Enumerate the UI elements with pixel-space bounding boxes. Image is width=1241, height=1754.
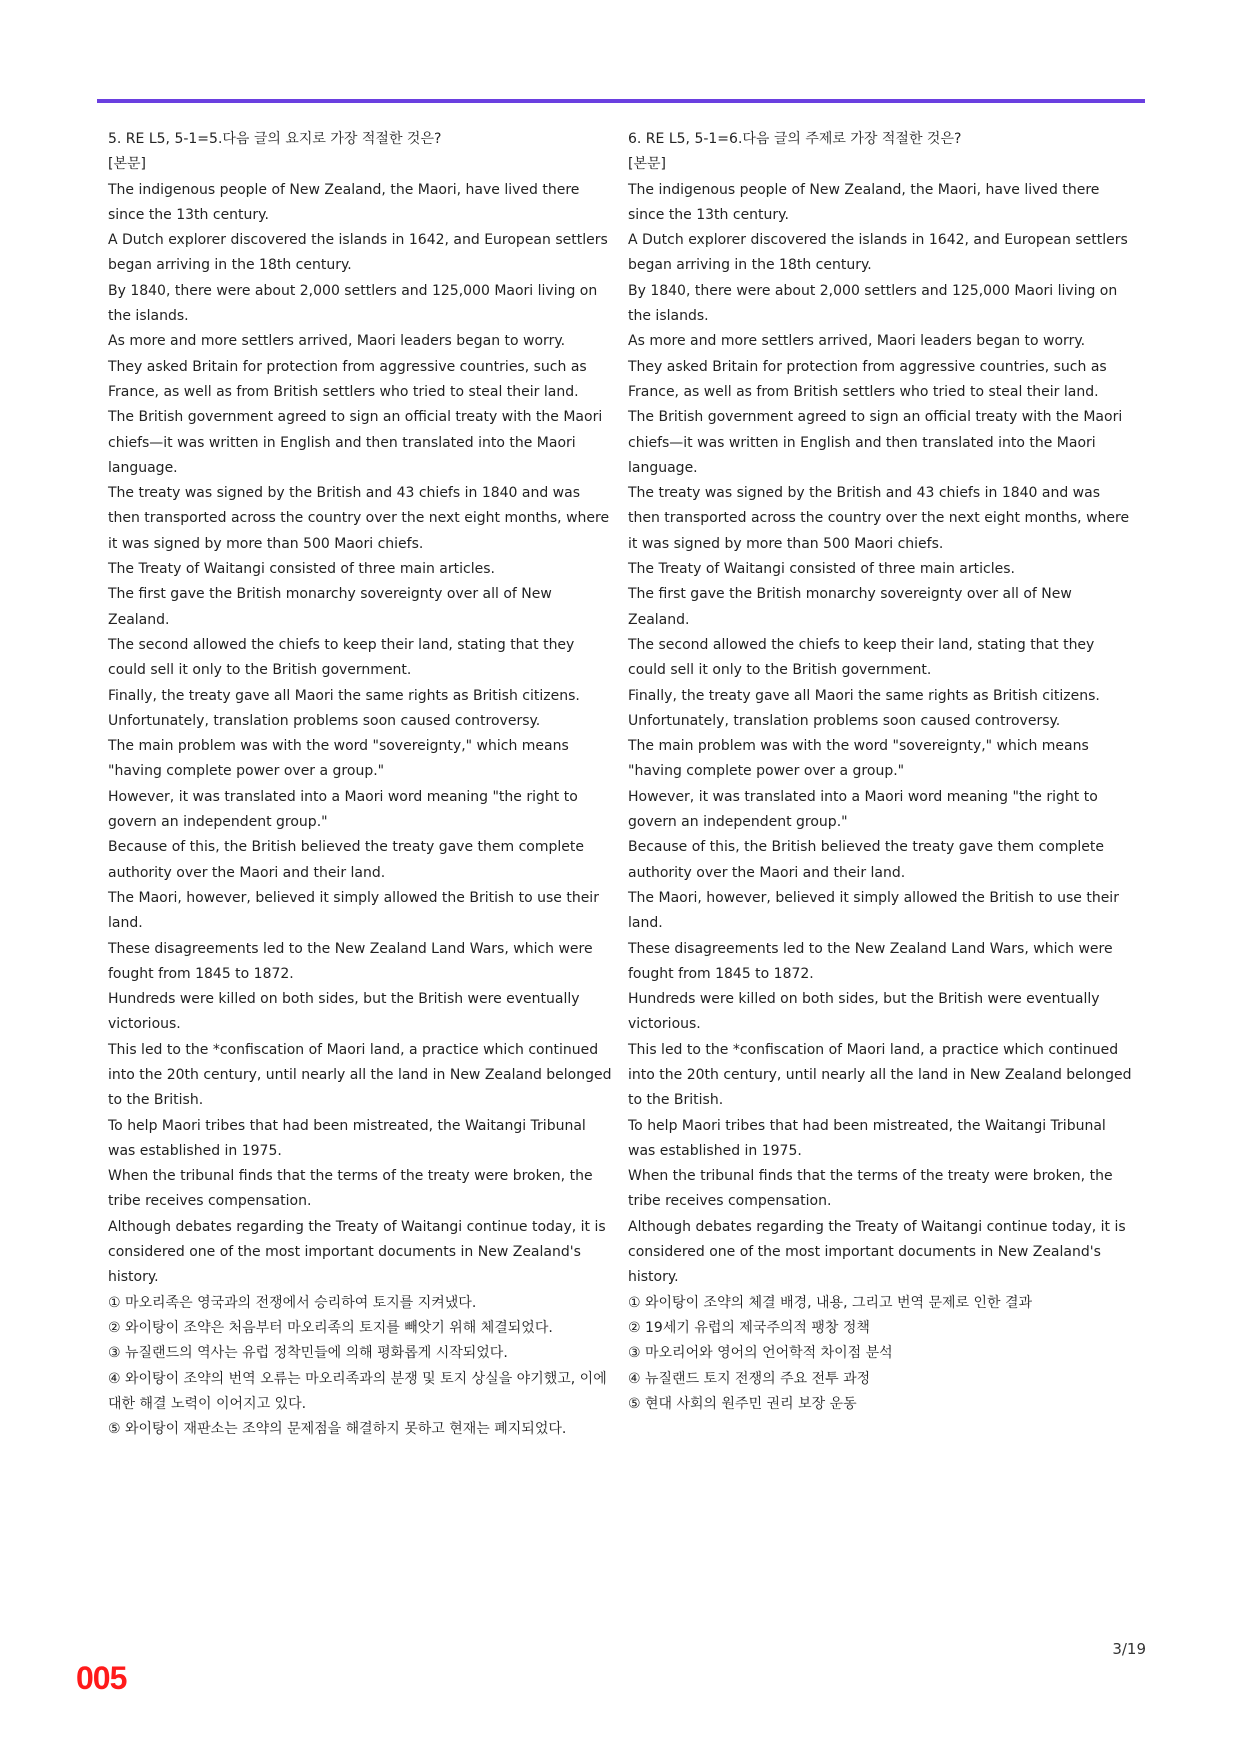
answer-option: ⑤ 와이탕이 재판소는 조약의 문제점을 해결하지 못하고 현재는 폐지되었다.: [108, 1421, 567, 1438]
passage-label: [본문]: [108, 156, 146, 173]
answer-option: ③ 뉴질랜드의 역사는 유럽 정착민들에 의해 평화롭게 시작되었다.: [108, 1345, 508, 1362]
passage-sentence: This led to the *confiscation of Maori land, a practice which continued into the 20th century, until nearly all the land in New Zealand belonged to the British.: [108, 1041, 612, 1109]
passage-sentence: These disagreements led to the New Zealand Land Wars, which were fought from 1845 to 1872.: [628, 940, 1113, 982]
page-number: 3/19: [1112, 1640, 1146, 1658]
passage-sentence: By 1840, there were about 2,000 settlers and 125,000 Maori living on the islands.: [108, 282, 598, 325]
answer-options: [628, 1291, 1133, 1417]
passage-sentence: The Maori, however, believed it simply allowed the British to use their land.: [108, 889, 599, 932]
answer-option: ② 와이탕이 조약은 처음부터 마오리족의 토지를 빼앗기 위해 체결되었다.: [108, 1319, 553, 1336]
answer-option: ④ 와이탕이 조약의 번역 오류는 마오리족과의 분쟁 및 토지 상실을 야기했고, 이에 대한 해결 노력이 이어지고 있다.: [108, 1370, 607, 1412]
answer-options: [108, 1291, 613, 1443]
passage-sentence: As more and more settlers arrived, Maori leaders began to worry.: [108, 333, 566, 350]
passage-sentence: Because of this, the British believed the treaty gave them complete authority over the Maori and their land.: [628, 839, 1104, 881]
passage-sentence: When the tribunal finds that the terms of the treaty were broken, the tribe receives compensation.: [108, 1168, 593, 1210]
question-header: 6. RE L5, 5-1=6.다음 글의 주제로 가장 적절한 것은?: [628, 131, 962, 147]
question-5-column: [108, 127, 613, 1442]
passage-sentence: The second allowed the chiefs to keep their land, stating that they could sell it only to the British government.: [628, 636, 1095, 679]
passage-sentence: Unfortunately, translation problems soon caused controversy.: [628, 712, 1061, 729]
passage-sentence: The first gave the British monarchy sovereignty over all of New Zealand.: [628, 586, 1072, 628]
answer-option: ⑤ 현대 사회의 원주민 권리 보장 운동: [628, 1395, 857, 1412]
passage-sentence: However, it was translated into a Maori word meaning "the right to govern an independent group.": [108, 788, 578, 831]
passage-sentence: A Dutch explorer discovered the islands in 1642, and European settlers began arriving in the 18th century.: [628, 232, 1128, 274]
passage-sentence: The main problem was with the word "sovereignty," which means "having complete power over a group.": [628, 738, 1089, 780]
brand-logo: 005: [76, 1660, 127, 1696]
passage-sentence: The indigenous people of New Zealand, the Maori, have lived there since the 13th century.: [108, 181, 580, 223]
question-header: 5. RE L5, 5-1=5.다음 글의 요지로 가장 적절한 것은?: [108, 131, 442, 147]
passage-sentence: The first gave the British monarchy sovereignty over all of New Zealand.: [108, 586, 552, 628]
answer-option: ① 와이탕이 조약의 체결 배경, 내용, 그리고 번역 문제로 인한 결과: [628, 1294, 1033, 1311]
passage-sentence: However, it was translated into a Maori word meaning "the right to govern an independent group.": [628, 788, 1098, 831]
passage-sentence: When the tribunal finds that the terms of the treaty were broken, the tribe receives compensation.: [628, 1168, 1113, 1210]
top-rule: [97, 99, 1145, 103]
passage-sentence: These disagreements led to the New Zealand Land Wars, which were fought from 1845 to 1872.: [108, 940, 593, 982]
passage-sentence: To help Maori tribes that had been mistreated, the Waitangi Tribunal was established in 1975.: [108, 1117, 586, 1159]
passage-sentence: They asked Britain for protection from aggressive countries, such as France, as well as from British settlers who tried to steal their land.: [108, 358, 587, 400]
passage-sentence: They asked Britain for protection from aggressive countries, such as France, as well as from British settlers who tried to steal their land.: [628, 358, 1107, 400]
passage: [628, 178, 1133, 1291]
passage-sentence: Although debates regarding the Treaty of Waitangi continue today, it is considered one of the most important documents in New Zealand's history.: [108, 1218, 606, 1286]
passage-sentence: The treaty was signed by the British and 43 chiefs in 1840 and was then transported across the country over the next eight months, where it was signed by more than 500 Maori chiefs.: [108, 485, 610, 552]
passage-sentence: The treaty was signed by the British and 43 chiefs in 1840 and was then transported across the country over the next eight months, where it was signed by more than 500 Maori chiefs.: [628, 485, 1130, 552]
passage-sentence: The second allowed the chiefs to keep their land, stating that they could sell it only to the British government.: [108, 636, 575, 679]
answer-option: ① 마오리족은 영국과의 전쟁에서 승리하여 토지를 지켜냈다.: [108, 1294, 477, 1311]
passage-sentence: As more and more settlers arrived, Maori leaders began to worry.: [628, 333, 1086, 350]
passage-sentence: To help Maori tribes that had been mistreated, the Waitangi Tribunal was established in 1975.: [628, 1117, 1106, 1159]
passage: [108, 178, 613, 1291]
passage-sentence: By 1840, there were about 2,000 settlers and 125,000 Maori living on the islands.: [628, 282, 1118, 325]
passage-sentence: The indigenous people of New Zealand, the Maori, have lived there since the 13th century.: [628, 181, 1100, 223]
passage-sentence: The Treaty of Waitangi consisted of three main articles.: [108, 561, 495, 578]
answer-option: ② 19세기 유럽의 제국주의적 팽창 정책: [628, 1319, 870, 1336]
question-6-column: [628, 127, 1133, 1417]
passage-sentence: Finally, the treaty gave all Maori the same rights as British citizens.: [108, 687, 580, 704]
passage-sentence: Unfortunately, translation problems soon caused controversy.: [108, 712, 541, 729]
passage-sentence: This led to the *confiscation of Maori land, a practice which continued into the 20th century, until nearly all the land in New Zealand belonged to the British.: [628, 1041, 1132, 1109]
passage-sentence: The Maori, however, believed it simply allowed the British to use their land.: [628, 889, 1119, 932]
passage-label: [본문]: [628, 156, 666, 173]
passage-sentence: The main problem was with the word "sovereignty," which means "having complete power over a group.": [108, 738, 569, 780]
answer-option: ③ 마오리어와 영어의 언어학적 차이점 분석: [628, 1345, 893, 1362]
answer-option: ④ 뉴질랜드 토지 전쟁의 주요 전투 과정: [628, 1370, 871, 1387]
passage-sentence: Because of this, the British believed the treaty gave them complete authority over the Maori and their land.: [108, 839, 584, 881]
passage-sentence: The British government agreed to sign an official treaty with the Maori chiefs—it was written in English and then translated into the Maori language.: [108, 409, 603, 476]
passage-sentence: A Dutch explorer discovered the islands in 1642, and European settlers began arriving in the 18th century.: [108, 232, 608, 274]
passage-sentence: Hundreds were killed on both sides, but the British were eventually victorious.: [108, 991, 580, 1033]
passage-sentence: The British government agreed to sign an official treaty with the Maori chiefs—it was written in English and then translated into the Maori language.: [628, 409, 1123, 476]
passage-sentence: Although debates regarding the Treaty of Waitangi continue today, it is considered one of the most important documents in New Zealand's history.: [628, 1218, 1126, 1286]
passage-sentence: Finally, the treaty gave all Maori the same rights as British citizens.: [628, 687, 1100, 704]
passage-sentence: The Treaty of Waitangi consisted of three main articles.: [628, 561, 1015, 578]
passage-sentence: Hundreds were killed on both sides, but the British were eventually victorious.: [628, 991, 1100, 1033]
